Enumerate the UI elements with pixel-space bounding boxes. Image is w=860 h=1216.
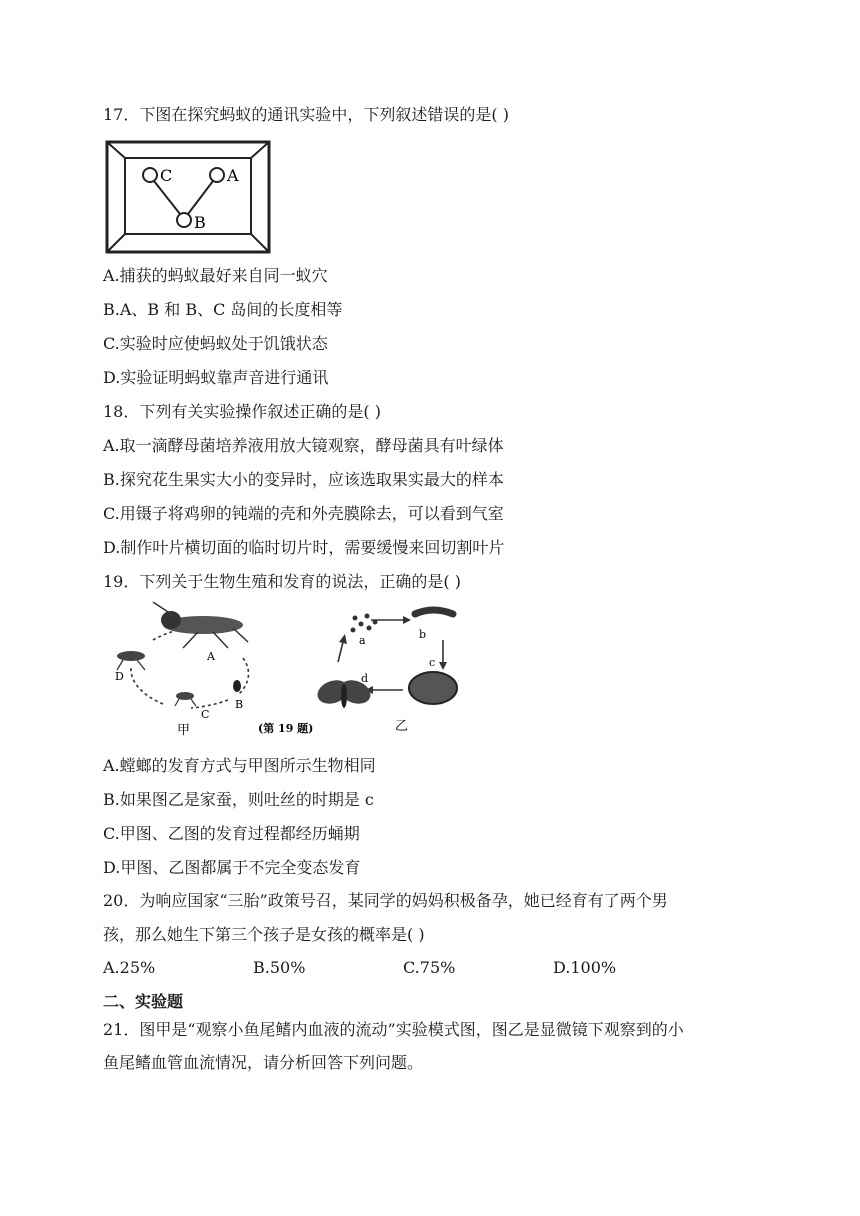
jia-label-a: A bbox=[207, 650, 215, 663]
q19-stem: 19．下列关于生物生殖和发育的说法，正确的是( ) bbox=[103, 572, 461, 591]
q18-option-c: C.用镊子将鸡卵的钝端的壳和外壳膜除去，可以看到气室 bbox=[103, 504, 504, 523]
q19-option-c: C.甲图、乙图的发育过程都经历蛹期 bbox=[103, 824, 360, 843]
q20-stem-line2: 孩，那么她生下第三个孩子是女孩的概率是( ) bbox=[103, 925, 425, 944]
yi-label-c: c bbox=[429, 656, 436, 669]
q20-option-d: D.100% bbox=[553, 958, 617, 977]
yi-label-d: d bbox=[361, 672, 369, 685]
q17-option-a: A.捕获的蚂蚁最好来自同一蚁穴 bbox=[103, 266, 328, 285]
q19-option-d: D.甲图、乙图都属于不完全变态发育 bbox=[103, 858, 361, 877]
q17-option-d: D.实验证明蚂蚁靠声音进行通讯 bbox=[103, 368, 329, 387]
q20-stem-line1: 20．为响应国家“三胎”政策号召，某同学的妈妈积极备孕，她已经育有了两个男 bbox=[103, 891, 668, 910]
section-title: 二、实验题 bbox=[103, 992, 184, 1011]
jia-label-d: D bbox=[115, 670, 124, 683]
yi-caption: 乙 bbox=[395, 719, 409, 734]
q19-option-b: B.如果图乙是家蚕，则吐丝的时期是 c bbox=[103, 790, 374, 809]
q17-ant-island-figure bbox=[105, 140, 271, 254]
silkworm-larva-icon bbox=[415, 610, 453, 614]
q20-option-b: B.50% bbox=[253, 958, 306, 977]
jia-label-c: C bbox=[201, 708, 210, 721]
label-b: B bbox=[194, 213, 206, 232]
egg-icon bbox=[233, 680, 241, 692]
label-c: C bbox=[160, 166, 173, 185]
silkworm-eggs-icon bbox=[351, 614, 378, 633]
figure-caption: (第 19 题) bbox=[258, 722, 314, 735]
cocoon-icon bbox=[409, 672, 457, 704]
q19-option-a: A.螳螂的发育方式与甲图所示生物相同 bbox=[103, 756, 376, 775]
q21-stem-line1: 21．图甲是“观察小鱼尾鳍内血液的流动”实验模式图，图乙是显微镜下观察到的小 bbox=[103, 1020, 684, 1039]
q17-option-c: C.实验时应使蚂蚁处于饥饿状态 bbox=[103, 334, 328, 353]
jia-cycle bbox=[115, 602, 249, 738]
yi-label-b: b bbox=[419, 628, 427, 641]
q19-lifecycle-figure bbox=[103, 600, 473, 740]
q17-stem: 17．下图在探究蚂蚁的通讯实验中，下列叙述错误的是( ) bbox=[103, 105, 509, 124]
q18-option-d: D.制作叶片横切面的临时切片时，需要缓慢来回切割叶片 bbox=[103, 538, 505, 557]
q20-option-c: C.75% bbox=[403, 958, 456, 977]
q18-stem: 18．下列有关实验操作叙述正确的是( ) bbox=[103, 402, 381, 421]
q21-stem-line2: 鱼尾鳍血管血流情况，请分析回答下列问题。 bbox=[103, 1053, 424, 1072]
q18-option-a: A.取一滴酵母菌培养液用放大镜观察，酵母菌具有叶绿体 bbox=[103, 436, 504, 455]
nymph-large-icon bbox=[117, 651, 145, 670]
nymph-small-icon bbox=[175, 692, 196, 706]
label-a: A bbox=[227, 166, 239, 185]
yi-label-a: a bbox=[359, 634, 366, 647]
jia-caption: 甲 bbox=[177, 723, 191, 738]
q18-option-b: B.探究花生果实大小的变异时，应该选取果实最大的样本 bbox=[103, 470, 504, 489]
q17-option-b: B.A、B 和 B、C 岛间的长度相等 bbox=[103, 300, 343, 319]
jia-label-b: B bbox=[235, 698, 244, 711]
adult-grasshopper-icon bbox=[153, 602, 248, 648]
yi-cycle bbox=[314, 610, 457, 734]
q20-option-a: A.25% bbox=[103, 958, 156, 977]
